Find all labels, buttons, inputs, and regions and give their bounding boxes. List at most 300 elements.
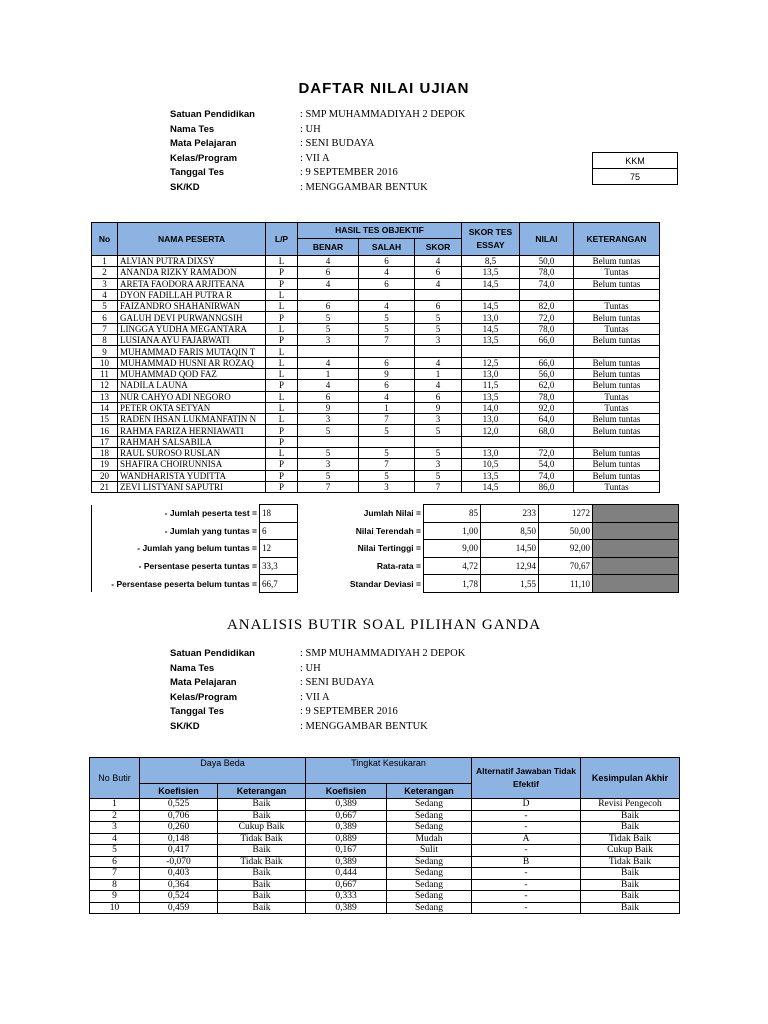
tingkat-koefisien: 0,667 bbox=[306, 879, 387, 891]
row-nilai: 74,0 bbox=[520, 470, 574, 481]
alternatif-jawaban: - bbox=[472, 822, 581, 834]
kesimpulan-akhir: Revisi Pengecoh bbox=[581, 799, 680, 811]
daya-koefisien: 0,417 bbox=[140, 845, 218, 857]
row-benar bbox=[298, 436, 359, 447]
daya-koefisien: 0,148 bbox=[140, 833, 218, 845]
table-row bbox=[92, 335, 660, 346]
row-salah: 5 bbox=[359, 470, 415, 481]
header-alternatif: Alternatif Jawaban Tidak Efektif bbox=[472, 758, 581, 799]
summary-nilai: 92,00 bbox=[539, 540, 593, 558]
row-keterangan: Belum tuntas bbox=[574, 278, 660, 289]
header-kesimpulan: Kesimpulan Akhir bbox=[581, 758, 680, 799]
summary-stat-label: Standar Deviasi = bbox=[298, 575, 424, 593]
row-salah: 5 bbox=[359, 323, 415, 334]
tingkat-koefisien: 0,389 bbox=[306, 902, 387, 914]
row-nilai: 78,0 bbox=[520, 391, 574, 402]
row-keterangan: Belum tuntas bbox=[574, 470, 660, 481]
row-salah: 6 bbox=[359, 357, 415, 368]
row-benar: 4 bbox=[298, 256, 359, 267]
summary-essay: 14,50 bbox=[481, 540, 539, 558]
summary-stat-label: Rata-rata = bbox=[298, 557, 424, 575]
row-benar: 6 bbox=[298, 301, 359, 312]
row-essay: 8,5 bbox=[462, 256, 520, 267]
table-row bbox=[92, 267, 660, 278]
row-salah: 1 bbox=[359, 402, 415, 413]
info-row bbox=[170, 108, 465, 123]
row-skor: 4 bbox=[415, 278, 462, 289]
row-nama: ARETA FAODORA ARJITEANA bbox=[118, 278, 266, 289]
butir-no: 8 bbox=[90, 879, 140, 891]
row-nilai: 62,0 bbox=[520, 380, 574, 391]
row-keterangan: Tuntas bbox=[574, 402, 660, 413]
daya-keterangan: Baik bbox=[218, 799, 306, 811]
table-row bbox=[92, 402, 660, 413]
butir-no: 5 bbox=[90, 845, 140, 857]
row-salah: 7 bbox=[359, 459, 415, 470]
row-skor: 3 bbox=[415, 414, 462, 425]
tingkat-keterangan: Sedang bbox=[387, 902, 472, 914]
row-nilai: 86,0 bbox=[520, 481, 574, 492]
row-benar bbox=[298, 346, 359, 357]
info-label: Mata Pelajaran bbox=[170, 677, 237, 689]
row-skor: 5 bbox=[415, 312, 462, 323]
summary-stat-label: Nilai Tertinggi = bbox=[298, 540, 424, 558]
row-nilai: 74,0 bbox=[520, 278, 574, 289]
table-row bbox=[92, 346, 660, 357]
tingkat-koefisien: 0,889 bbox=[306, 833, 387, 845]
table-row bbox=[90, 902, 680, 914]
row-benar: 5 bbox=[298, 323, 359, 334]
summary-row bbox=[92, 557, 679, 575]
row-essay: 13,5 bbox=[462, 470, 520, 481]
row-skor: 5 bbox=[415, 448, 462, 459]
row-skor: 3 bbox=[415, 335, 462, 346]
row-essay bbox=[462, 289, 520, 300]
summary-value: 12 bbox=[260, 540, 298, 558]
row-essay: 12,5 bbox=[462, 357, 520, 368]
summary-objektif: 1,00 bbox=[424, 522, 481, 540]
tingkat-keterangan: Sulit bbox=[387, 845, 472, 857]
row-no: 6 bbox=[92, 312, 118, 323]
kesimpulan-akhir: Baik bbox=[581, 902, 680, 914]
row-salah: 7 bbox=[359, 414, 415, 425]
row-essay: 13,0 bbox=[462, 414, 520, 425]
row-keterangan: Tuntas bbox=[574, 301, 660, 312]
header-nama: NAMA PESERTA bbox=[118, 223, 266, 256]
header-keterangan: KETERANGAN bbox=[574, 223, 660, 256]
table-row bbox=[92, 256, 660, 267]
butir-no: 6 bbox=[90, 856, 140, 868]
header-benar: BENAR bbox=[298, 238, 359, 255]
row-lp: P bbox=[266, 470, 298, 481]
row-nama: ALVIAN PUTRA DIXSY bbox=[118, 256, 266, 267]
row-benar bbox=[298, 289, 359, 300]
row-nilai: 66,0 bbox=[520, 357, 574, 368]
row-benar: 1 bbox=[298, 368, 359, 379]
kesimpulan-akhir: Tidak Baik bbox=[581, 833, 680, 845]
row-nama: RADEN IHSAN LUKMANFATIN N bbox=[118, 414, 266, 425]
table-row bbox=[92, 459, 660, 470]
table-row bbox=[92, 278, 660, 289]
tingkat-keterangan: Mudah bbox=[387, 833, 472, 845]
row-keterangan: Belum tuntas bbox=[574, 459, 660, 470]
tingkat-keterangan: Sedang bbox=[387, 799, 472, 811]
summary-row bbox=[92, 540, 679, 558]
row-no: 18 bbox=[92, 448, 118, 459]
summary-stat-label: Nilai Terendah = bbox=[298, 522, 424, 540]
info-value: : UH bbox=[300, 123, 321, 135]
row-benar: 5 bbox=[298, 448, 359, 459]
summary-objektif: 1,78 bbox=[424, 575, 481, 593]
row-nama: ZEVI LISTYANI SAPUTRI bbox=[118, 481, 266, 492]
info-row bbox=[170, 181, 465, 196]
daya-koefisien: 0,706 bbox=[140, 810, 218, 822]
row-nama: WANDHARISTA YUDITTA bbox=[118, 470, 266, 481]
info-value: : SMP MUHAMMADIYAH 2 DEPOK bbox=[300, 648, 466, 660]
butir-no: 10 bbox=[90, 902, 140, 914]
row-keterangan: Belum tuntas bbox=[574, 312, 660, 323]
daya-keterangan: Tidak Baik bbox=[218, 833, 306, 845]
kesimpulan-akhir: Baik bbox=[581, 868, 680, 880]
summary-nilai: 1272 bbox=[539, 505, 593, 523]
row-nilai: 66,0 bbox=[520, 335, 574, 346]
info-row bbox=[170, 137, 465, 152]
summary-nilai: 70,67 bbox=[539, 557, 593, 575]
row-benar: 5 bbox=[298, 470, 359, 481]
row-nama: FAIZANDRO SHAHANIRWAN bbox=[118, 301, 266, 312]
header-no-butir: No Butir bbox=[90, 758, 140, 799]
row-keterangan: Belum tuntas bbox=[574, 414, 660, 425]
tingkat-keterangan: Sedang bbox=[387, 879, 472, 891]
info-row bbox=[170, 123, 465, 138]
info-label: Mata Pelajaran bbox=[170, 138, 237, 150]
row-lp: L bbox=[266, 414, 298, 425]
daya-keterangan: Baik bbox=[218, 845, 306, 857]
daya-keterangan: Cukup Baik bbox=[218, 822, 306, 834]
row-nama: ANANDA RIZKY RAMADON bbox=[118, 267, 266, 278]
header-daya-beda: Daya Beda bbox=[140, 758, 306, 784]
analisis-butir-table bbox=[89, 757, 680, 914]
alternatif-jawaban: A bbox=[472, 833, 581, 845]
info-value: : MENGGAMBAR BENTUK bbox=[300, 720, 428, 732]
summary-label: - Persentase peserta tuntas = bbox=[92, 557, 260, 575]
row-lp: P bbox=[266, 335, 298, 346]
row-salah: 5 bbox=[359, 425, 415, 436]
table-row bbox=[90, 856, 680, 868]
table-row bbox=[90, 799, 680, 811]
row-lp: P bbox=[266, 380, 298, 391]
row-essay: 13,5 bbox=[462, 267, 520, 278]
row-lp: L bbox=[266, 368, 298, 379]
row-lp: P bbox=[266, 481, 298, 492]
row-no: 7 bbox=[92, 323, 118, 334]
tingkat-koefisien: 0,389 bbox=[306, 856, 387, 868]
alternatif-jawaban: - bbox=[472, 879, 581, 891]
butir-no: 4 bbox=[90, 833, 140, 845]
row-skor: 4 bbox=[415, 256, 462, 267]
row-salah: 6 bbox=[359, 256, 415, 267]
butir-no: 7 bbox=[90, 868, 140, 880]
daftar-title: DAFTAR NILAI UJIAN bbox=[298, 80, 470, 97]
tingkat-keterangan: Sedang bbox=[387, 891, 472, 903]
row-keterangan bbox=[574, 436, 660, 447]
daya-koefisien: 0,525 bbox=[140, 799, 218, 811]
row-lp: L bbox=[266, 402, 298, 413]
row-keterangan: Belum tuntas bbox=[574, 380, 660, 391]
kesimpulan-akhir: Baik bbox=[581, 879, 680, 891]
row-nilai: 78,0 bbox=[520, 267, 574, 278]
alternatif-jawaban: D bbox=[472, 799, 581, 811]
summary-objektif: 9,00 bbox=[424, 540, 481, 558]
info-value: : SMP MUHAMMADIYAH 2 DEPOK bbox=[300, 109, 466, 121]
header-koefisien-daya: Koefisien bbox=[140, 784, 218, 799]
row-nilai bbox=[520, 436, 574, 447]
kesimpulan-akhir: Baik bbox=[581, 822, 680, 834]
kkm-value: 75 bbox=[593, 169, 678, 185]
header-nilai: NILAI bbox=[520, 223, 574, 256]
info-row bbox=[170, 720, 465, 735]
row-essay: 13,0 bbox=[462, 448, 520, 459]
row-skor: 7 bbox=[415, 481, 462, 492]
row-salah: 4 bbox=[359, 301, 415, 312]
row-benar: 5 bbox=[298, 312, 359, 323]
table-row bbox=[90, 891, 680, 903]
row-nama: NADILA LAUNA bbox=[118, 380, 266, 391]
summary-objektif: 4,72 bbox=[424, 557, 481, 575]
info-row bbox=[170, 705, 465, 720]
table-row bbox=[92, 425, 660, 436]
summary-essay: 1,55 bbox=[481, 575, 539, 593]
daftar-nilai-table bbox=[91, 222, 660, 493]
row-no: 1 bbox=[92, 256, 118, 267]
kesimpulan-akhir: Tidak Baik bbox=[581, 856, 680, 868]
row-skor: 3 bbox=[415, 459, 462, 470]
row-skor: 4 bbox=[415, 357, 462, 368]
row-essay: 14,5 bbox=[462, 323, 520, 334]
tingkat-keterangan: Sedang bbox=[387, 868, 472, 880]
summary-label: - Jumlah yang belum tuntas = bbox=[92, 540, 260, 558]
row-skor: 1 bbox=[415, 368, 462, 379]
row-lp: P bbox=[266, 312, 298, 323]
row-salah: 3 bbox=[359, 481, 415, 492]
row-salah: 5 bbox=[359, 448, 415, 459]
info-label: Satuan Pendidikan bbox=[170, 648, 255, 660]
row-nama: RAHMAH SALSABILA bbox=[118, 436, 266, 447]
row-benar: 5 bbox=[298, 425, 359, 436]
row-keterangan: Belum tuntas bbox=[574, 425, 660, 436]
row-lp: P bbox=[266, 425, 298, 436]
row-essay: 13,5 bbox=[462, 335, 520, 346]
tingkat-keterangan: Sedang bbox=[387, 822, 472, 834]
table-row bbox=[92, 414, 660, 425]
row-nilai: 82,0 bbox=[520, 301, 574, 312]
table-row bbox=[90, 833, 680, 845]
summary-objektif: 85 bbox=[424, 505, 481, 523]
row-nilai: 54,0 bbox=[520, 459, 574, 470]
row-no: 19 bbox=[92, 459, 118, 470]
info-value: : SENI BUDAYA bbox=[300, 138, 375, 150]
tingkat-koefisien: 0,389 bbox=[306, 799, 387, 811]
tingkat-keterangan: Sedang bbox=[387, 856, 472, 868]
table-row bbox=[90, 822, 680, 834]
info-value: : VII A bbox=[300, 691, 330, 703]
butir-no: 2 bbox=[90, 810, 140, 822]
row-no: 8 bbox=[92, 335, 118, 346]
info-label: SK/KD bbox=[170, 181, 200, 193]
table-row bbox=[92, 357, 660, 368]
row-keterangan: Belum tuntas bbox=[574, 335, 660, 346]
row-essay: 14,5 bbox=[462, 301, 520, 312]
row-no: 20 bbox=[92, 470, 118, 481]
row-benar: 4 bbox=[298, 278, 359, 289]
summary-value: 33,3 bbox=[260, 557, 298, 575]
daya-koefisien: -0,070 bbox=[140, 856, 218, 868]
row-salah bbox=[359, 346, 415, 357]
row-skor: 5 bbox=[415, 323, 462, 334]
alternatif-jawaban: - bbox=[472, 868, 581, 880]
row-skor: 5 bbox=[415, 425, 462, 436]
daya-keterangan: Baik bbox=[218, 810, 306, 822]
tingkat-koefisien: 0,389 bbox=[306, 822, 387, 834]
row-skor: 4 bbox=[415, 380, 462, 391]
info-value: : MENGGAMBAR BENTUK bbox=[300, 181, 428, 193]
summary-stat-label: Jumlah Nilai = bbox=[298, 505, 424, 523]
daya-keterangan: Baik bbox=[218, 891, 306, 903]
header-hasil-tes: HASIL TES OBJEKTIF bbox=[298, 223, 462, 239]
table-row bbox=[92, 436, 660, 447]
row-no: 13 bbox=[92, 391, 118, 402]
kkm-label: KKM bbox=[593, 153, 678, 169]
row-essay: 14,5 bbox=[462, 278, 520, 289]
row-essay: 14,0 bbox=[462, 402, 520, 413]
row-nama: MUHAMMAD HUSNI AR ROZAQ bbox=[118, 357, 266, 368]
tingkat-koefisien: 0,667 bbox=[306, 810, 387, 822]
info-value: : VII A bbox=[300, 152, 330, 164]
alternatif-jawaban: - bbox=[472, 845, 581, 857]
daya-koefisien: 0,524 bbox=[140, 891, 218, 903]
row-benar: 4 bbox=[298, 357, 359, 368]
daya-keterangan: Baik bbox=[218, 902, 306, 914]
row-nama: SHAFIRA CHOIRUNNISA bbox=[118, 459, 266, 470]
daya-keterangan: Tidak Baik bbox=[218, 856, 306, 868]
info-value: : SENI BUDAYA bbox=[300, 677, 375, 689]
tingkat-koefisien: 0,333 bbox=[306, 891, 387, 903]
row-skor: 5 bbox=[415, 470, 462, 481]
row-keterangan: Belum tuntas bbox=[574, 368, 660, 379]
row-lp: L bbox=[266, 301, 298, 312]
row-nilai: 92,0 bbox=[520, 402, 574, 413]
summary-shaded-cell bbox=[593, 575, 679, 593]
info-label: Tanggal Tes bbox=[170, 167, 225, 179]
summary-shaded-cell bbox=[593, 505, 679, 523]
info-label: Kelas/Program bbox=[170, 691, 238, 703]
info-label: Tanggal Tes bbox=[170, 706, 225, 718]
row-benar: 3 bbox=[298, 459, 359, 470]
row-nilai: 72,0 bbox=[520, 448, 574, 459]
row-benar: 9 bbox=[298, 402, 359, 413]
alternatif-jawaban: - bbox=[472, 891, 581, 903]
summary-table bbox=[91, 504, 679, 593]
row-essay: 13,0 bbox=[462, 368, 520, 379]
kkm-box bbox=[592, 152, 678, 185]
alternatif-jawaban: - bbox=[472, 902, 581, 914]
row-no: 10 bbox=[92, 357, 118, 368]
kesimpulan-akhir: Baik bbox=[581, 891, 680, 903]
header-koefisien-tingkat: Koefisien bbox=[306, 784, 387, 799]
row-no: 17 bbox=[92, 436, 118, 447]
row-nilai: 68,0 bbox=[520, 425, 574, 436]
row-nilai: 72,0 bbox=[520, 312, 574, 323]
alternatif-jawaban: - bbox=[472, 810, 581, 822]
row-salah: 4 bbox=[359, 391, 415, 402]
row-lp: L bbox=[266, 346, 298, 357]
info-label: SK/KD bbox=[170, 720, 200, 732]
info-row bbox=[170, 691, 465, 706]
row-keterangan: Belum tuntas bbox=[574, 448, 660, 459]
row-lp: L bbox=[266, 357, 298, 368]
row-nama: DYON FADILLAH PUTRA R bbox=[118, 289, 266, 300]
row-lp: P bbox=[266, 459, 298, 470]
row-salah: 7 bbox=[359, 335, 415, 346]
summary-value: 18 bbox=[260, 505, 298, 523]
row-no: 14 bbox=[92, 402, 118, 413]
daftar-info-block bbox=[170, 108, 465, 195]
info-row bbox=[170, 662, 465, 677]
summary-nilai: 11,10 bbox=[539, 575, 593, 593]
row-no: 5 bbox=[92, 301, 118, 312]
row-benar: 7 bbox=[298, 481, 359, 492]
row-keterangan: Belum tuntas bbox=[574, 256, 660, 267]
row-essay bbox=[462, 436, 520, 447]
daya-keterangan: Baik bbox=[218, 879, 306, 891]
header-tingkat-kesukaran: Tingkat Kesukaran bbox=[306, 758, 472, 784]
table-row bbox=[92, 323, 660, 334]
row-lp: L bbox=[266, 289, 298, 300]
summary-essay: 233 bbox=[481, 505, 539, 523]
table-row bbox=[92, 470, 660, 481]
row-no: 16 bbox=[92, 425, 118, 436]
table-row bbox=[92, 391, 660, 402]
row-nilai: 64,0 bbox=[520, 414, 574, 425]
row-lp: P bbox=[266, 278, 298, 289]
row-lp: L bbox=[266, 256, 298, 267]
row-essay: 11,5 bbox=[462, 380, 520, 391]
daya-keterangan: Baik bbox=[218, 868, 306, 880]
row-nama: NUR CAHYO ADI NEGORO bbox=[118, 391, 266, 402]
header-keterangan-tingkat: Keterangan bbox=[387, 784, 472, 799]
row-no: 21 bbox=[92, 481, 118, 492]
summary-essay: 8,50 bbox=[481, 522, 539, 540]
table-row bbox=[90, 879, 680, 891]
row-lp: L bbox=[266, 323, 298, 334]
tingkat-keterangan: Sedang bbox=[387, 810, 472, 822]
header-keterangan-daya: Keterangan bbox=[218, 784, 306, 799]
info-value: : 9 SEPTEMBER 2016 bbox=[300, 167, 398, 179]
table-row bbox=[92, 448, 660, 459]
info-row bbox=[170, 647, 465, 662]
tingkat-koefisien: 0,167 bbox=[306, 845, 387, 857]
row-keterangan bbox=[574, 289, 660, 300]
summary-label: - Persentase peserta belum tuntas = bbox=[92, 575, 260, 593]
table-row bbox=[92, 312, 660, 323]
row-salah: 4 bbox=[359, 267, 415, 278]
row-nama: PETER OKTA SETYAN bbox=[118, 402, 266, 413]
daya-koefisien: 0,364 bbox=[140, 879, 218, 891]
summary-shaded-cell bbox=[593, 557, 679, 575]
row-nilai: 56,0 bbox=[520, 368, 574, 379]
row-essay: 10,5 bbox=[462, 459, 520, 470]
tingkat-koefisien: 0,444 bbox=[306, 868, 387, 880]
